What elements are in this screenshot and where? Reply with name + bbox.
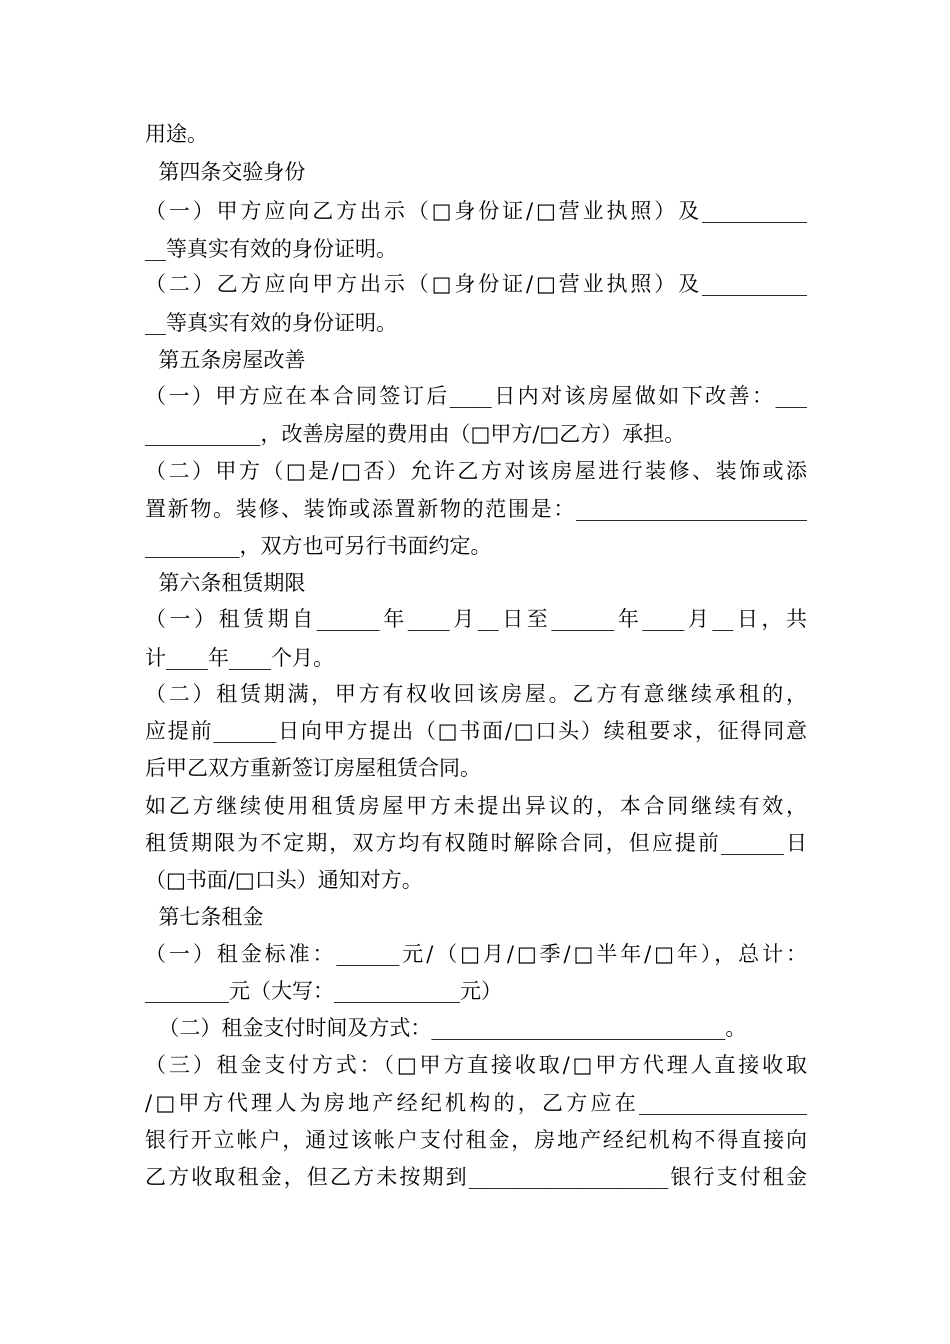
text-line: 应提前______日向甲方提出（□书面/□口头）续租要求，征得同意: [145, 719, 807, 743]
text-line: /□甲方代理人为房地产经纪机构的，乙方应在________________: [145, 1091, 807, 1115]
text-line: 用途。: [145, 122, 208, 146]
text-line: （二）租金支付时间及方式：____________________________。: [145, 1016, 747, 1040]
text-line: （一）租金标准：______元/（□月/□季/□半年/□年），总计：: [145, 942, 807, 966]
text-line: 租赁期限为不定期，双方均有权随时解除合同，但应提前______日: [145, 831, 807, 855]
article-heading: 第六条租赁期限: [145, 571, 306, 595]
text-line: （□书面/□口头）通知对方。: [145, 868, 423, 892]
text-line: （一）甲方应在本合同签订后____日内对该房屋做如下改善：___: [145, 384, 807, 408]
text-line: 乙方收取租金，但乙方未按期到___________________银行支付租金: [145, 1165, 807, 1189]
text-line: 置新物。装修、装饰或添置新物的范围是：______________________: [145, 497, 807, 521]
text-line: 后甲乙双方重新签订房屋租赁合同。: [145, 756, 481, 780]
text-line: （二）乙方应向甲方出示（□身份证/□营业执照）及__________: [145, 272, 807, 296]
text-line: 如乙方继续使用租赁房屋甲方未提出异议的，本合同继续有效，: [145, 794, 807, 818]
text-line: ___________，改善房屋的费用由（□甲方/□乙方）承担。: [145, 422, 686, 446]
article-heading: 第四条交验身份: [145, 160, 306, 184]
text-line: 计____年____个月。: [145, 646, 334, 670]
text-line: （一）甲方应向乙方出示（□身份证/□营业执照）及__________: [145, 199, 807, 223]
article-heading: 第七条租金: [145, 905, 264, 929]
article-heading: 第五条房屋改善: [145, 348, 306, 372]
text-line: （一）租赁期自______年____月__日至______年____月__日，共: [145, 607, 807, 631]
text-line: （二）甲方（□是/□否）允许乙方对该房屋进行装修、装饰或添: [145, 459, 807, 483]
text-line: （三）租金支付方式：（□甲方直接收取/□甲方代理人直接收取: [145, 1053, 807, 1077]
text-line: 银行开立帐户，通过该帐户支付租金，房地产经纪机构不得直接向: [145, 1128, 807, 1152]
text-line: __等真实有效的身份证明。: [145, 311, 397, 335]
text-line: __等真实有效的身份证明。: [145, 237, 397, 261]
text-line: （二）租赁期满，甲方有权收回该房屋。乙方有意继续承租的，: [145, 682, 807, 706]
text-line: ________元（大写：____________元）: [145, 979, 502, 1003]
text-line: _________，双方也可另行书面约定。: [145, 534, 492, 558]
